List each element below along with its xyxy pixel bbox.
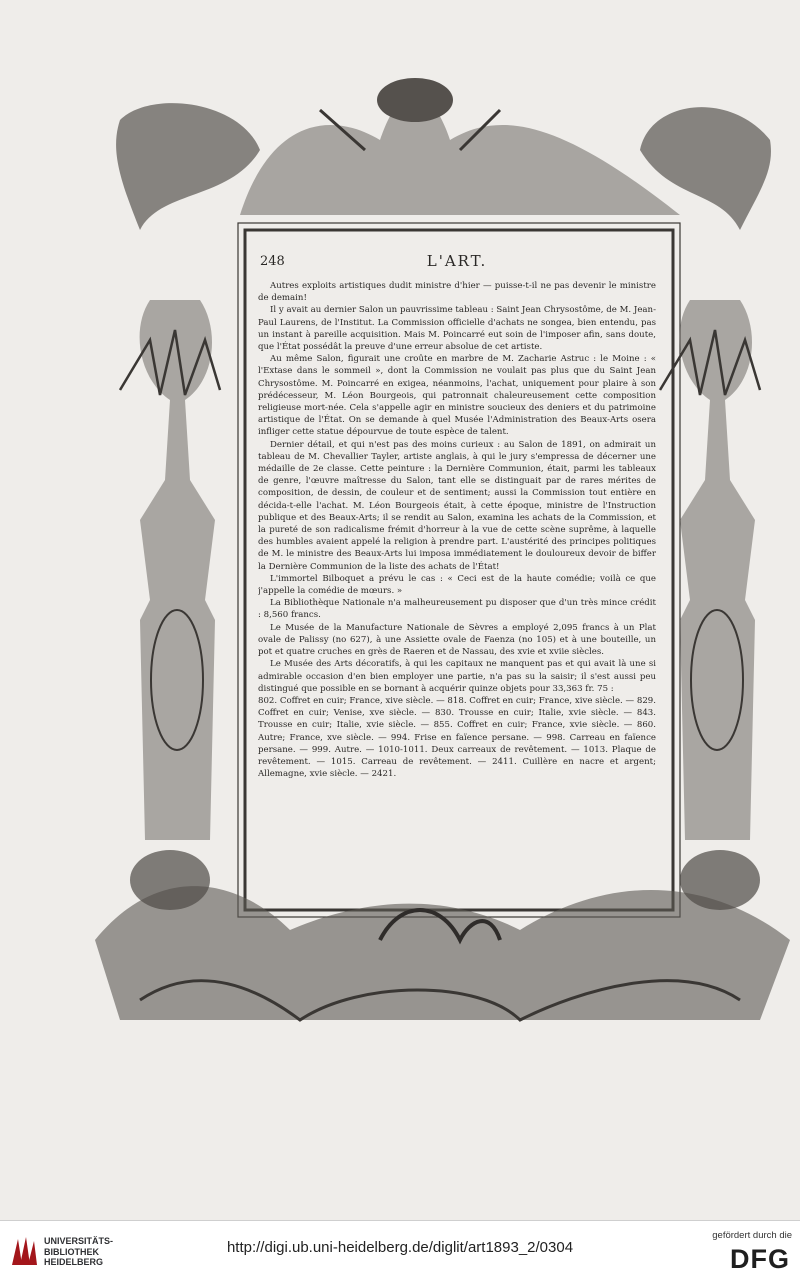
left-figure xyxy=(130,850,210,910)
running-title: L'ART. xyxy=(426,252,488,270)
article-text-block xyxy=(258,252,656,892)
top-cartouche xyxy=(240,95,680,215)
left-pillar xyxy=(140,300,215,840)
institution-line: HEIDELBERG xyxy=(44,1257,104,1267)
permalink-url[interactable]: http://digi.ub.uni-heidelberg.de/diglit/art1893_2/0304 xyxy=(226,1239,574,1256)
paragraph: Dernier détail, et qui n'est pas des moins curieux : au Salon de 1891, on admirait un tableau de M. Chevallier Tayler, artiste anglais, à qui le jury s'empressa de décerner une médaille de 2e classe. Cette peinture : la Dernière Communion, était, parmi les tableaux de genre, l'œuvre maîtresse du Salon, tant elle se distinguait par de rares mérites de composition, de dessin, de couleur et de sentiment; aussi la Commission tout entière en décida-t-elle l'achat. M. Léon Bourgeois était, à cette époque, ministre de l'Instruction publique et des Beaux-Arts; il se rendit au Salon, examina les achats de la Commission, et la pureté de son radicalisme frémit d'horreur à la vue de cette scène suprême, à laquelle des humbles avaient appelé la religion à prendre part. L'austérité des principes politiques de M. le ministre des Beaux-Arts lui imposa immédiatement le douloureux devoir de biffer la Dernière Communion de la liste des achats de l'État! xyxy=(258,439,656,572)
acquisition-list: 802. Coffret en cuir; France, xive siècle. — 818. Coffret en cuir; France, xive siècle. — 829. Coffret en cuir; Venise, xve siècle. — 830. Trousse en cuir; Italie, xvie siècle. — 843. Trousse en cuir; Italie, xvie siècle. — 855. Coffret en cuir; France, xvie siècle. — 860. Autre; France, xve siècle. — 994. Frise en faïence persane. — 998. Carreau en faïence persane. — 999. Autre. — 1010-1011. Deux carreaux de revêtement. — 1013. Plaque de revêtement. — 1015. Carreau de revêtement. — 2411. Cuillère en nacre et argent; Allemagne, xvie siècle. — 2421. xyxy=(258,695,656,780)
bottom-scene xyxy=(95,886,790,1020)
left-corner-scroll xyxy=(116,103,260,230)
viewer-footer xyxy=(0,1220,800,1279)
top-shell xyxy=(377,78,453,122)
paragraph: L'immortel Bilboquet a prévu le cas : « Ceci est de la haute comédie; voilà ce que j'appelle la comédie de mœurs. » xyxy=(258,573,656,597)
paragraph: Au même Salon, figurait une croûte en marbre de M. Zacharie Astruc : le Moine : « l'Extase dans le sommeil », dont la Commission ne voulait pas plus que du Saint Jean Chrysostôme. M. Poincarré en exigea, néanmoins, l'achat, uniquement pour plaire à son prédécesseur, M. Léon Bourgeois, qui patronnait chaleureusement cette composition religieuse mort-née. Cela s'appelle agir en ministre soucieux des deniers et du patrimoine artistique de l'État. On se demande à quel Musée l'Administration des Beaux-Arts osera infliger cette statue dépourvue de toute espèce de talent. xyxy=(258,354,656,438)
paragraph: Il y avait au dernier Salon un pauvrissime tableau : Saint Jean Chrysostôme, de M. Jean-Paul Laurens, de l'Institut. La Commission officielle d'achats ne songea, bien entendu, pas un instant à pareille acquisition. Mais M. Poincarré eut soin de l'imposer afin, sans doute, que l'État possédât la preuve d'une erreur absolue de cet artiste. xyxy=(258,305,656,353)
dfg-logo: DFG xyxy=(730,1244,790,1274)
institution-line: BIBLIOTHEK xyxy=(44,1246,99,1257)
page-header xyxy=(258,252,656,274)
funding-note: gefördert durch die xyxy=(712,1230,792,1241)
paragraph: Le Musée de la Manufacture Nationale de Sèvres a employé 2,095 francs à un Plat ovale de Palissy (no 627), à une Assiette ovale de Faenza (no 105) et à une bouteille, un pot et quatre cruches en grès de Raeren et de Nassau, des xvie et xviie siècles. xyxy=(258,622,656,658)
paragraph: Le Musée des Arts décoratifs, à qui les capitaux ne manquent pas et qui avait là une si admirable occasion d'en bien employer une partie, n'a pas su la saisir; il s'est aussi peu distingué que possible en se bornant à acquérir quinze objets pour 33,363 fr. 75 : xyxy=(258,659,656,694)
right-figure xyxy=(680,850,760,910)
institution-line: UNIVERSITÄTS- xyxy=(44,1236,114,1246)
paragraph: Autres exploits artistiques dudit ministre d'hier — puisse-t-il ne pas devenir le ministre de demain! xyxy=(258,281,656,304)
right-pillar xyxy=(680,300,755,840)
page-number: 248 xyxy=(260,254,285,269)
paragraph: La Bibliothèque Nationale n'a malheureusement pu disposer que d'un très mince crédit : 8,560 francs. xyxy=(258,598,656,621)
